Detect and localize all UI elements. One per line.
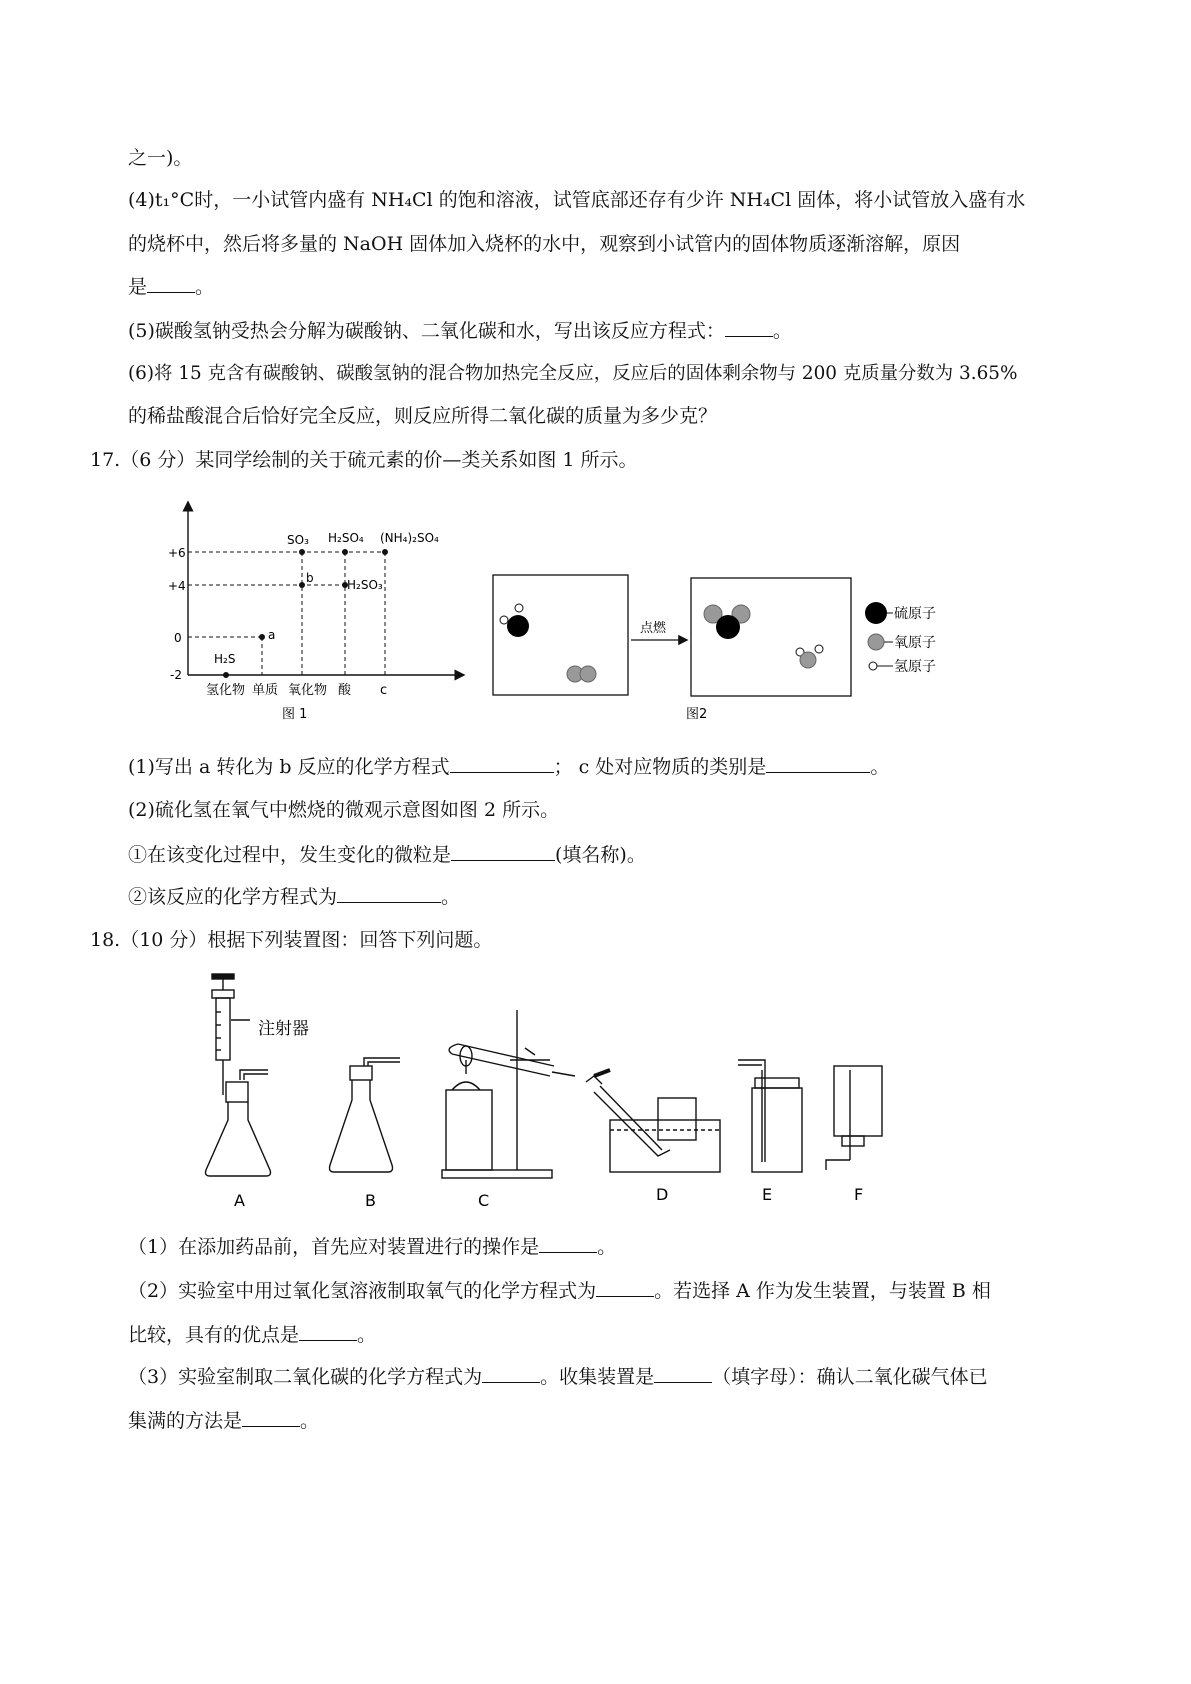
text-line: (6)将 15 克含有碳酸钠、碳酸氢钠的混合物加热完全反应，反应后的固体剩余物与 200 克质量分数为 3.65% — [128, 363, 1018, 384]
arrow-label: 点燃 — [640, 621, 667, 636]
y-tick-label: +6 — [168, 546, 186, 560]
apparatus-label: D — [656, 1185, 669, 1204]
x-category-label: 酸 — [338, 683, 352, 698]
x-category-label: c — [380, 683, 388, 698]
figure-caption: 图 1 — [282, 707, 308, 722]
point-label: (NH₄)₂SO₄ — [380, 531, 439, 545]
apparatus-c — [442, 1010, 575, 1178]
point-label: H₂SO₃ — [347, 578, 383, 592]
text-line: 比较，具有的优点是 。 — [128, 1324, 377, 1346]
legend-label: 氧原子 — [894, 635, 936, 651]
text-line: ②该反应的化学方程式为 。 — [128, 886, 461, 908]
text-line: 之一)。 — [128, 147, 193, 169]
text-line: （3）实验室制取二氧化碳的化学方程式为 。收集装置是 （填字母）：确认二氧化碳气体已 — [128, 1366, 988, 1388]
answer-blank[interactable] — [451, 842, 555, 861]
point-a — [259, 634, 265, 640]
point-b — [299, 582, 305, 588]
point-nh4so4 — [382, 549, 388, 555]
answer-blank[interactable] — [337, 884, 441, 903]
apparatus-label: B — [365, 1191, 376, 1210]
answer-blank[interactable] — [725, 318, 773, 337]
legend-label: 硫原子 — [894, 606, 936, 622]
point-label: b — [306, 571, 314, 585]
answer-blank[interactable] — [654, 1364, 712, 1383]
y-tick-label: +4 — [168, 579, 186, 593]
x-category-label: 单质 — [252, 683, 279, 698]
text-line: 是 。 — [128, 276, 215, 298]
sulfur-atom — [716, 615, 740, 639]
answer-blank[interactable] — [299, 1322, 357, 1341]
text-line: (5)碳酸氢钠受热会分解为碳酸钠、二氧化碳和水，写出该反应方程式： 。 — [128, 320, 792, 342]
text-line: 的烧杯中，然后将多量的 NaOH 固体加入烧杯的水中，观察到小试管内的固体物质逐渐溶解，原因 — [128, 233, 961, 255]
apparatus-label: F — [854, 1185, 864, 1204]
text-line: （2）实验室中用过氧化氢溶液制取氧气的化学方程式为 。若选择 A 作为发生装置，与装置 B 相 — [128, 1280, 991, 1302]
sulfur-atom — [507, 615, 529, 637]
point-h2so4 — [342, 549, 348, 555]
text-line: (2)硫化氢在氧气中燃烧的微观示意图如图 2 所示。 — [128, 799, 560, 821]
hydrogen-atom — [500, 616, 508, 624]
legend-oxygen-icon — [868, 634, 884, 650]
answer-blank[interactable] — [766, 754, 870, 773]
y-tick-label: 0 — [174, 631, 182, 645]
point-label: H₂SO₄ — [328, 531, 364, 545]
figure-2-reaction-diagram — [488, 570, 968, 730]
text-line: 集满的方法是 。 — [128, 1410, 320, 1432]
products-box — [691, 578, 851, 696]
apparatus-a — [206, 974, 271, 1176]
text-line: ①在该变化过程中，发生变化的微粒是 (填名称)。 — [128, 844, 646, 866]
point-so3 — [299, 549, 305, 555]
apparatus-b — [330, 1058, 401, 1172]
apparatus-label: A — [234, 1191, 245, 1210]
y-tick-label: -2 — [170, 668, 182, 682]
figure-caption: 图2 — [686, 707, 708, 722]
text-line: （1）在添加药品前，首先应对装置进行的操作是 。 — [128, 1236, 617, 1258]
answer-blank[interactable] — [539, 1234, 597, 1253]
legend-sulfur-icon — [865, 602, 887, 624]
answer-blank[interactable] — [147, 274, 195, 293]
answer-blank[interactable] — [596, 1278, 654, 1297]
apparatus-f — [826, 1066, 882, 1170]
x-category-label: 氢化物 — [206, 683, 246, 698]
legend-label: 氢原子 — [894, 659, 936, 675]
oxygen-atom — [580, 666, 596, 682]
apparatus-e — [738, 1060, 802, 1172]
question-17-title: 17.（6 分）某同学绘制的关于硫元素的价—类关系如图 1 所示。 — [90, 449, 638, 471]
apparatus-label: C — [478, 1191, 490, 1210]
apparatus-label: E — [762, 1185, 773, 1204]
text-line: (1)写出 a 转化为 b 反应的化学方程式 ； c 处对应物质的类别是 。 — [128, 756, 890, 778]
point-label: SO₃ — [287, 533, 309, 547]
figure-lab-apparatus — [190, 970, 910, 1215]
point-h2s — [223, 672, 229, 678]
apparatus-d — [586, 1070, 720, 1172]
answer-blank[interactable] — [242, 1408, 300, 1427]
hydrogen-atom — [515, 604, 523, 612]
legend-hydrogen-icon — [869, 662, 877, 670]
point-label: H₂S — [214, 652, 236, 666]
text-line: (4)t₁°C时，一小试管内盛有 NH₄Cl 的饱和溶液，试管底部还存有少许 NH₄Cl 固体，将小试管放入盛有水 — [128, 189, 1026, 211]
figure-1-valence-chart — [150, 500, 470, 730]
point-label: a — [268, 628, 276, 642]
text-line: 的稀盐酸混合后恰好完全反应，则反应所得二氧化碳的质量为多少克？ — [128, 405, 718, 427]
answer-blank[interactable] — [482, 1364, 540, 1383]
oxygen-atom — [800, 652, 816, 668]
syringe-label: 注射器 — [258, 1019, 309, 1039]
x-category-label: 氧化物 — [288, 683, 328, 698]
question-18-title: 18.（10 分）根据下列装置图：回答下列问题。 — [90, 929, 493, 951]
answer-blank[interactable] — [450, 754, 554, 773]
hydrogen-atom — [815, 645, 823, 653]
